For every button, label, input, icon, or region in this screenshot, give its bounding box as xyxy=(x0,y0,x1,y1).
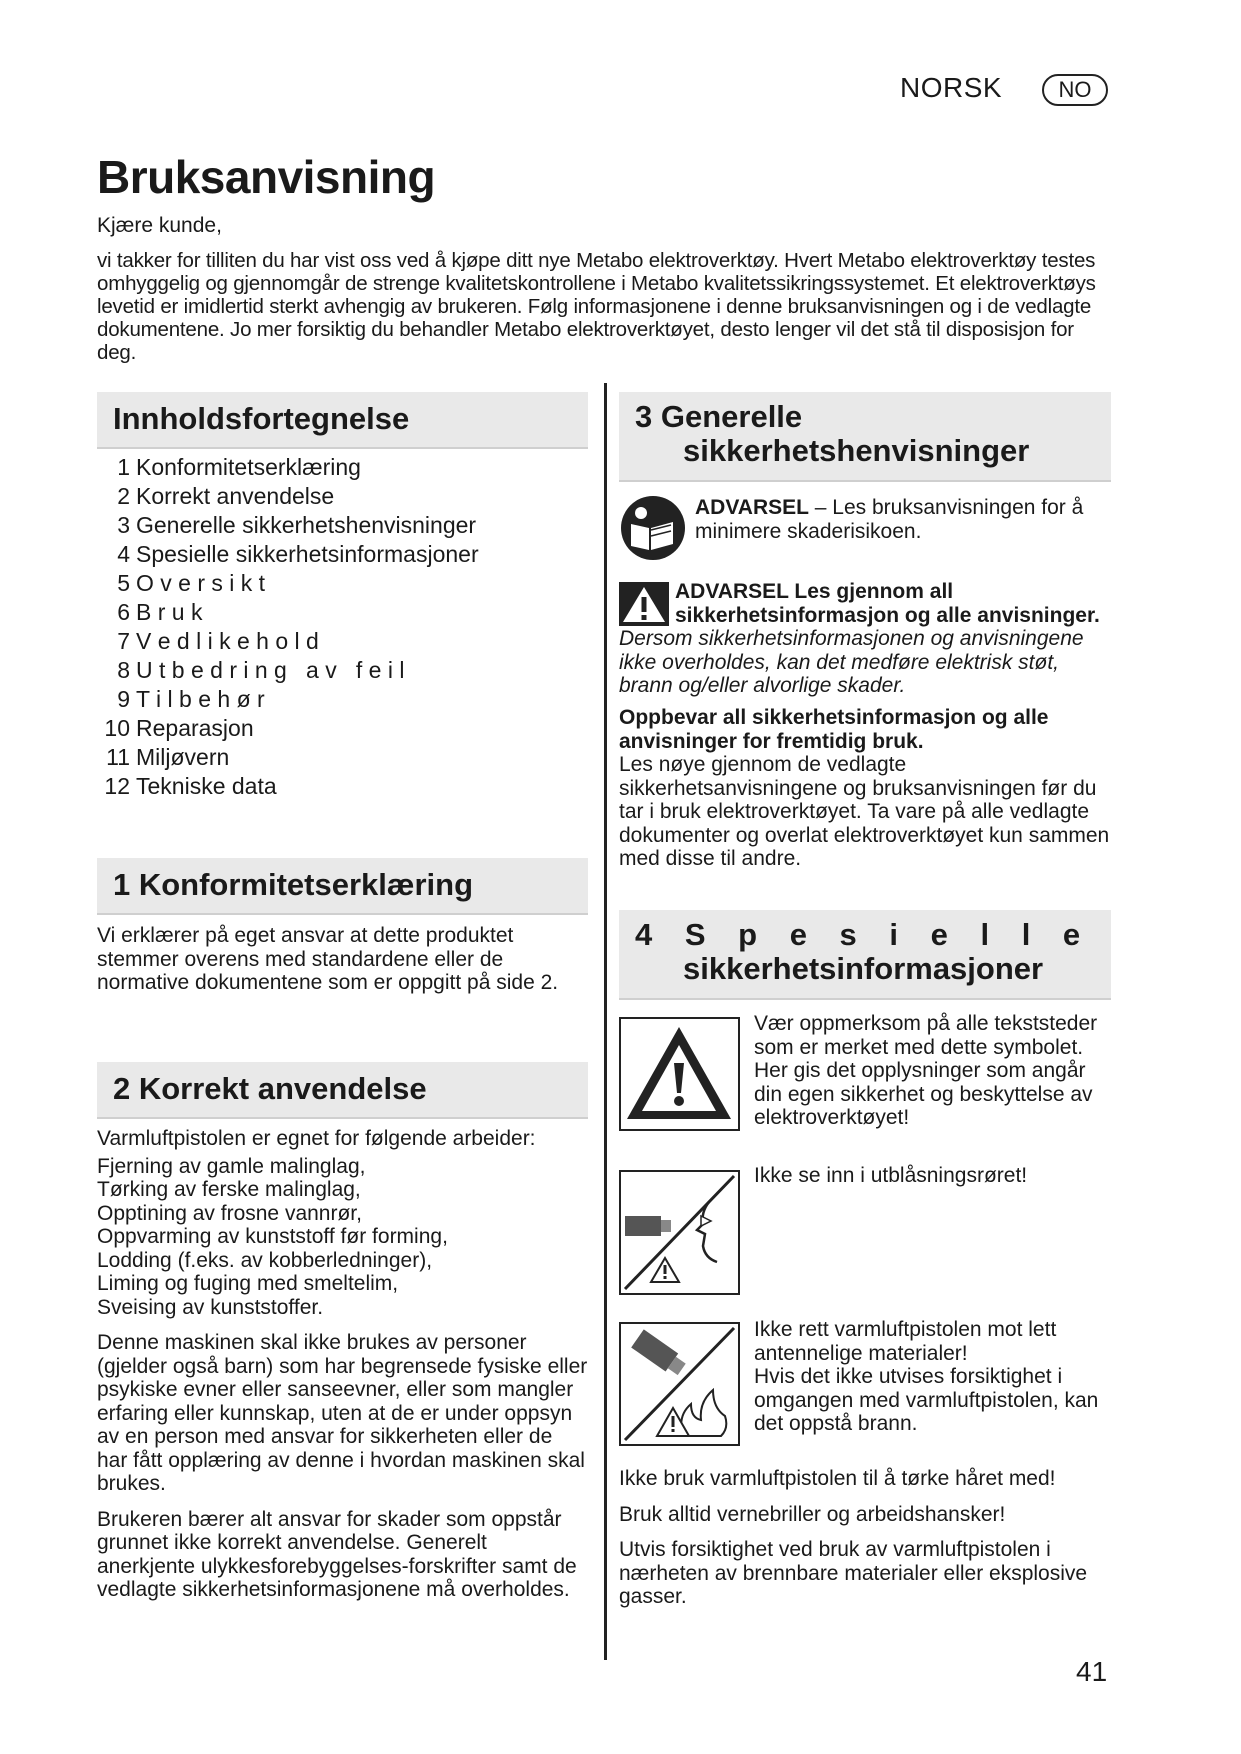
use-item: Liming og fuging med smeltelim, xyxy=(97,1272,399,1295)
toc-item-number: 10 xyxy=(104,715,130,741)
page-number: 41 xyxy=(1076,1656,1108,1687)
toc-item-label: Generelle sikkerhetshenvisninger xyxy=(136,512,477,538)
warning-triangle-icon xyxy=(619,582,669,626)
section-3-heading-line2: sikkerhetshenvisninger xyxy=(683,433,1030,468)
warning-symbol-icon xyxy=(621,1019,738,1129)
use-item: Fjerning av gamle malinglag, xyxy=(97,1154,366,1178)
section-2-para3: Brukeren bærer alt ansvar for skader som oppstår grunnet ikke korrekt anvendelse. Generelt anerkjente ulykkesforebyggelses-forskrifter samt de vedlagte sikkerhetsinformasjonene må overholdes. xyxy=(97,1507,577,1601)
language-code-badge: NO xyxy=(1042,74,1108,106)
toc-item-label: O v e r s i k t xyxy=(136,570,266,596)
section-4-heading-line1: 4 S p e s i e l l e xyxy=(635,917,1093,952)
toc-item-number: 4 xyxy=(117,541,130,567)
toc-heading: Innholdsfortegnelse xyxy=(97,392,588,449)
section-3-heading-line1: 3 Generelle xyxy=(635,399,803,434)
toc-item-number: 1 xyxy=(117,454,130,480)
fire-text xyxy=(754,1318,1099,1436)
toc-item xyxy=(97,657,588,686)
toc-item-label: V e d l i k e h o l d xyxy=(136,628,319,654)
section-1-text: Vi erklærer på eget ansvar at dette produktet stemmer overens med standardene eller de normative dokumentene som er oppgitt på side 2. xyxy=(97,924,559,994)
nozzle-text: Ikke se inn i utblåsningsrøret! xyxy=(754,1164,1028,1187)
fire-text-1: Ikke rett varmluftpistolen mot lett antennelige materialer! xyxy=(754,1318,1057,1365)
warning-2-italic: Dersom sikkerhetsinformasjonen og anvisningene ikke overholdes, kan det medføre elektrisk støt, brann og/eller alvorlige skader. xyxy=(619,627,1084,697)
read-manual-icon xyxy=(619,494,687,562)
no-look-nozzle-icon xyxy=(621,1172,738,1293)
goggles-warning: Bruk alltid vernebriller og arbeidshansker! xyxy=(619,1502,1006,1526)
keep-instructions xyxy=(619,706,1111,871)
toc-item xyxy=(97,599,588,628)
toc-item-label: Miljøvern xyxy=(136,744,230,770)
warning-label: ADVARSEL xyxy=(695,496,809,519)
toc-item xyxy=(97,686,588,715)
toc-item-number: 11 xyxy=(106,744,130,770)
toc-item xyxy=(97,483,588,512)
toc-item-number: 3 xyxy=(117,512,130,538)
use-item: Oppvarming av kunststoff før forming, xyxy=(97,1225,448,1248)
warning-read-manual xyxy=(619,494,1111,562)
toc-item-label: Reparasjon xyxy=(136,715,254,741)
use-item: Opptining av frosne vannrør, xyxy=(97,1201,362,1225)
section-2-body xyxy=(97,1127,588,1614)
toc-item-label: T i l b e h ø r xyxy=(136,686,265,712)
toc-item xyxy=(97,454,588,483)
language-label: NORSK xyxy=(900,72,1003,103)
toc-item xyxy=(97,512,588,541)
fire-text-2: Hvis det ikke utvises forsiktighet i omgangen med varmluftpistolen, kan det oppstå brann. xyxy=(754,1365,1099,1435)
use-item: Sveising av kunststoffer. xyxy=(97,1295,324,1319)
use-item: Tørking av ferske malinglag, xyxy=(97,1178,361,1201)
toc-item-label: B r u k xyxy=(136,599,203,625)
section-4-notes xyxy=(619,1467,1111,1621)
warning-text: – Les bruksanvisningen for å minimere skaderisikoen. xyxy=(695,496,1084,543)
flammable-materials-icon xyxy=(621,1324,738,1444)
uses-list xyxy=(97,1155,588,1320)
hair-warning: Ikke bruk varmluftpistolen til å tørke håret med! xyxy=(619,1467,1056,1490)
section-1-heading: 1 Konformitetserklæring xyxy=(97,858,588,915)
greeting: Kjære kunde, xyxy=(97,214,222,237)
toc-item-label: Tekniske data xyxy=(136,773,277,799)
section-4-heading-line2: sikkerhetsinformasjoner xyxy=(683,951,1044,986)
symbol-text: Vær oppmerksom på alle tekststeder som er merket med dette symbolet. Her gis det opplysninger som angår din egen sikkerhet og beskyttelse av elektroverktøyet! xyxy=(754,1012,1098,1129)
toc-item-label: Spesielle sikkerhetsinformasjoner xyxy=(136,541,479,567)
nozzle-warning-box xyxy=(619,1170,740,1295)
page-title: Bruksanvisning xyxy=(97,151,436,203)
toc-item-label: U t b e d r i n g a v f e i l xyxy=(136,657,405,683)
toc-item xyxy=(97,570,588,599)
toc-item-number: 5 xyxy=(117,570,130,596)
toc-item-number: 8 xyxy=(117,657,130,683)
fire-warning-box xyxy=(619,1322,740,1446)
intro-paragraph: vi takker for tilliten du har vist oss ved å kjøpe ditt nye Metabo elektroverktøy. Hvert Metabo elektroverktøy testes omhyggelig og gjennomgår de strenge kvalitetskontrollene i Metabo kvalitetssikringssystemet. Et elektroverktøys levetid er imidlertid sterkt avhengig av brukeren. Følg informasjonene i denne bruksanvisningen og i de vedlagte dokumentene. Jo mer forsiktig du behandler Metabo elektroverktøyet, desto lenger vil det stå til disposisjon for deg. xyxy=(97,249,1096,364)
toc-item-number: 9 xyxy=(117,686,130,712)
section-2-para2: Denne maskinen skal ikke brukes av personer (gjelder også barn) som har begrensede fysiske eller psykiske evner eller sanseevner, eller som mangler erfaring eller kunnskap, uten at de er under oppsyn av en person med ansvar for sikkerheten eller de har fått opplæring av denne i hvordan maskinen skal brukes. xyxy=(97,1331,588,1495)
toc-item xyxy=(97,744,588,773)
section-3-heading xyxy=(619,392,1111,482)
toc-item xyxy=(97,773,588,802)
section-2-intro: Varmluftpistolen er egnet for følgende arbeider: xyxy=(97,1127,536,1150)
toc-item-label: Korrekt anvendelse xyxy=(136,483,335,509)
table-of-contents xyxy=(97,454,588,802)
toc-item-label: Konformitetserklæring xyxy=(136,454,361,480)
warning-read-all xyxy=(619,580,1111,698)
warning-symbol-box xyxy=(619,1017,740,1131)
toc-item-number: 12 xyxy=(104,773,130,799)
toc-item xyxy=(97,715,588,744)
toc-item-number: 2 xyxy=(117,483,130,509)
keep-text: Les nøye gjennom de vedlagte sikkerhetsanvisningene og bruksanvisningen før du tar i bruk elektroverktøyet. Ta vare på alle vedlagte dokumenter og overlat elektroverktøyet kun sammen med disse til andre. xyxy=(619,753,1110,870)
toc-item xyxy=(97,541,588,570)
explosive-warning: Utvis forsiktighet ved bruk av varmluftpistolen i nærheten av brennbare materialer eller eksplosive gasser. xyxy=(619,1538,1088,1608)
warning-2-bold: ADVARSEL Les gjennom all sikkerhetsinformasjon og alle anvisninger. xyxy=(675,580,1100,627)
keep-bold: Oppbevar all sikkerhetsinformasjon og alle anvisninger for fremtidig bruk. xyxy=(619,706,1049,753)
section-4-heading xyxy=(619,910,1111,1000)
toc-item-number: 6 xyxy=(117,599,130,625)
toc-item xyxy=(97,628,588,657)
section-2-heading: 2 Korrekt anvendelse xyxy=(97,1062,588,1119)
use-item: Lodding (f.eks. av kobberledninger), xyxy=(97,1248,433,1272)
column-divider xyxy=(604,383,607,1660)
toc-item-number: 7 xyxy=(117,628,130,654)
